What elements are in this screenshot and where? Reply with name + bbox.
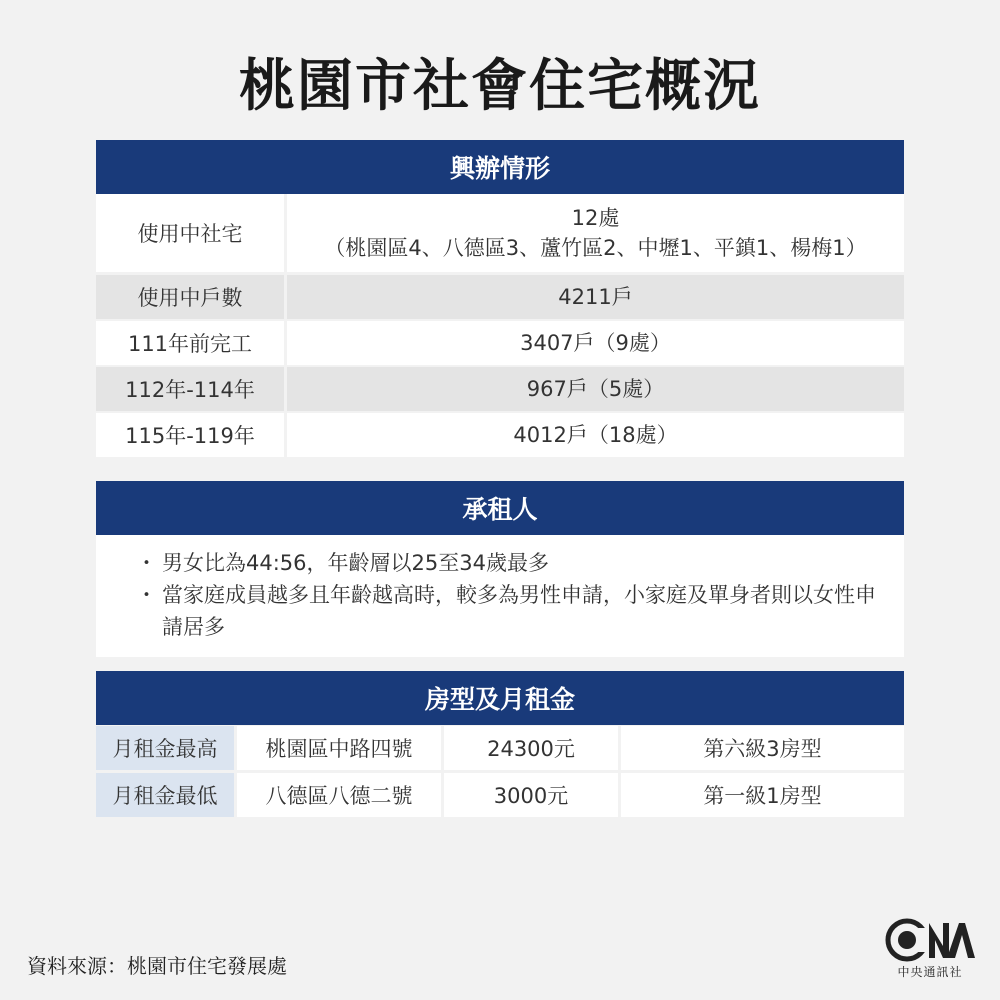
table-row bbox=[96, 367, 904, 411]
table-row bbox=[96, 321, 904, 365]
table-row bbox=[96, 773, 904, 817]
logo-caption: 中央通訊社 bbox=[897, 965, 963, 979]
row-label: 使用中戶數 bbox=[96, 275, 284, 319]
row-label: 111年前完工 bbox=[96, 321, 284, 365]
rent-room-type: 第一級1房型 bbox=[621, 773, 904, 817]
row-value-line2: （桃園區4、八德區3、蘆竹區2、中壢1、平鎮1、楊梅1） bbox=[324, 236, 867, 260]
row-value: 4012戶（18處） bbox=[287, 413, 904, 457]
row-label: 115年-119年 bbox=[96, 413, 284, 457]
source-note: 資料來源：桃園市住宅發展處 bbox=[27, 954, 287, 978]
list-item bbox=[136, 579, 904, 643]
construction-section-header: 興辦情形 bbox=[96, 140, 904, 194]
rent-price: 24300元 bbox=[444, 726, 618, 770]
bullet-symbol: ・ bbox=[136, 551, 157, 575]
rent-room-type: 第六級3房型 bbox=[621, 726, 904, 770]
rent-label: 月租金最高 bbox=[96, 726, 234, 770]
row-label: 112年-114年 bbox=[96, 367, 284, 411]
rent-label: 月租金最低 bbox=[96, 773, 234, 817]
cna-logo-icon bbox=[885, 918, 975, 962]
list-item bbox=[136, 547, 904, 579]
tenants-section-header: 承租人 bbox=[96, 481, 904, 535]
row-value: 4211戶 bbox=[287, 275, 904, 319]
rent-location: 八德區八德二號 bbox=[237, 773, 441, 817]
table-row bbox=[96, 194, 904, 272]
row-value: 967戶（5處） bbox=[287, 367, 904, 411]
cna-logo bbox=[884, 918, 976, 982]
bullet-text: 當家庭成員越多且年齡越高時，較多為男性申請，小家庭及單身者則以女性申請居多 bbox=[162, 583, 876, 639]
rent-section-header: 房型及月租金 bbox=[96, 671, 904, 725]
row-value bbox=[287, 194, 904, 272]
tenant-info-box bbox=[96, 535, 904, 657]
row-value-line1: 12處 bbox=[571, 206, 620, 230]
bullet-symbol: ・ bbox=[136, 583, 157, 607]
rent-price: 3000元 bbox=[444, 773, 618, 817]
rent-location: 桃園區中路四號 bbox=[237, 726, 441, 770]
table-row bbox=[96, 726, 904, 770]
row-label: 使用中社宅 bbox=[96, 194, 284, 272]
row-value: 3407戶（9處） bbox=[287, 321, 904, 365]
table-row bbox=[96, 275, 904, 319]
bullet-text: 男女比為44:56，年齡層以25至34歲最多 bbox=[162, 551, 549, 575]
page-title: 桃園市社會住宅概況 bbox=[239, 54, 761, 119]
table-row bbox=[96, 413, 904, 457]
